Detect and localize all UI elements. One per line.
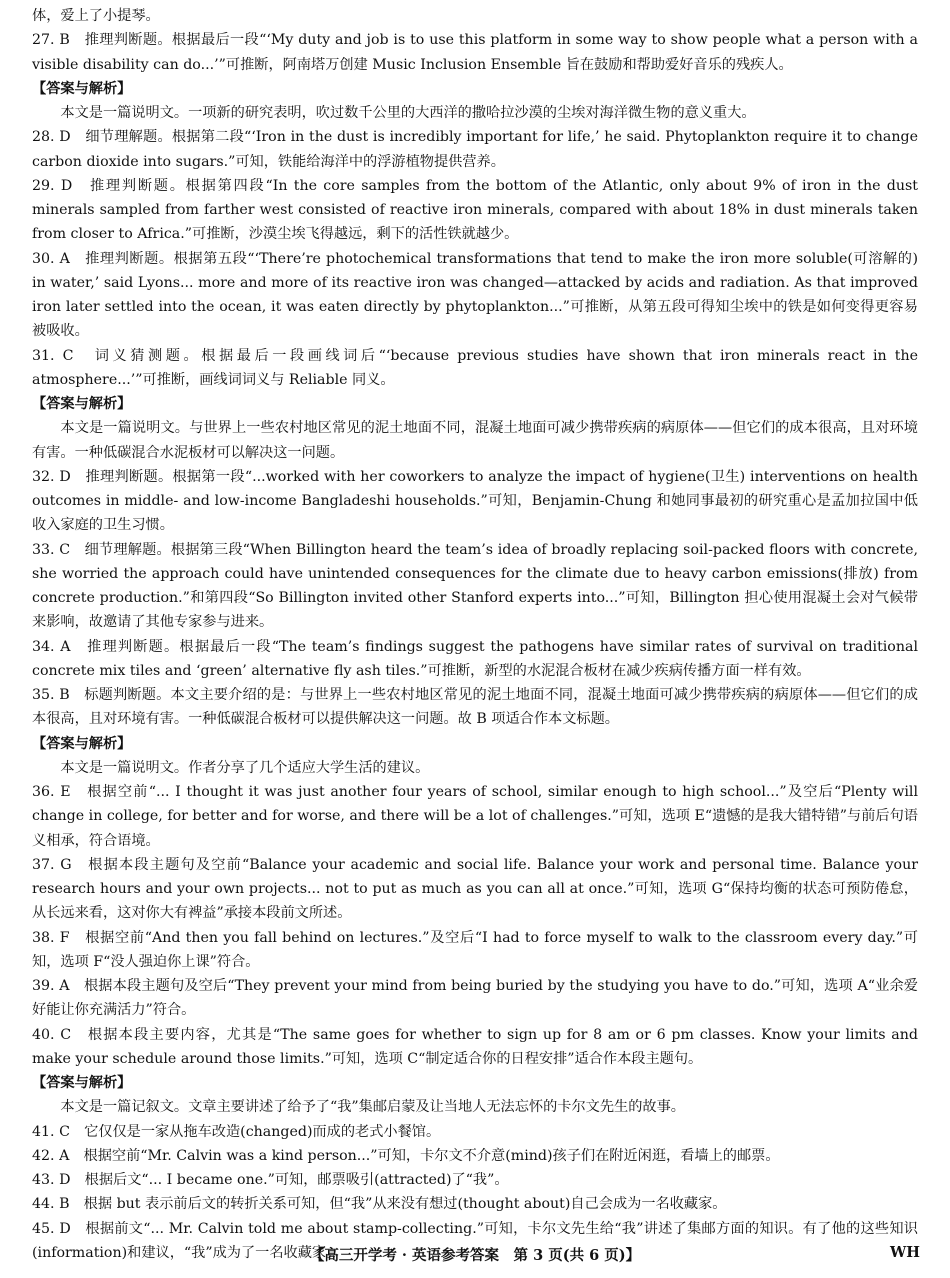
answer-31: 31. C 词义猜测题。根据最后一段画线词后“‘because previous studies have shown that iron minerals react in the atmosphere...’”可推断，画线词词义与 Reliable 同义。	[32, 347, 918, 388]
answer-37: 37. G 根据本段主题句及空前“Balance your academic and social life. Balance your work and personal time. Balance your research hours and your own projects... not to put as much as you can all at once.”可知，选项 G“保持均衡的状态可预防倦怠，从长远来看，这对你大有裨益”承接本段前文所述。	[32, 856, 918, 922]
section-header: 【答案与解析】	[32, 396, 132, 412]
section-header: 【答案与解析】	[32, 1075, 132, 1091]
page-footer	[0, 1244, 950, 1268]
section-intro: 本文是一篇记叙文。文章主要讲述了给予了“我”集邮启蒙及让当地人无法忘怀的卡尔文先生的故事。	[60, 1099, 685, 1116]
answer-45: 45. D 根据前文“... Mr. Calvin told me about stamp-collecting.”可知，卡尔文先生给“我”讲述了集邮方面的知识。有了他的这些知识(information)和建议，“我”成为了一名收藏家。	[32, 1220, 918, 1261]
answer-32: 32. D 推理判断题。根据第一段“...worked with her coworkers to analyze the impact of hygiene(卫生) interventions on health outcomes in middle- and low-income Bangladeshi households.”可知，Benjamin-Chung 和她同事最初的研究重心是孟加拉国中低收入家庭的卫生习惯。	[32, 468, 918, 534]
answer-39: 39. A 根据本段主题句及空后“They prevent your mind from being buried by the studying you have to do.”可知，选项 A“业余爱好能让你充满活力”符合。	[32, 978, 918, 1019]
section-intro: 本文是一篇说明文。与世界上一些农村地区常见的泥土地面不同，混凝土地面可减少携带疾病的病原体——但它们的成本很高，且对环境有害。一种低碳混合水泥板材可以解决这一问题。	[32, 420, 918, 461]
answer-44: 44. B 根据 but 表示前后文的转折关系可知，但“我”从来没有想过(thought about)自己会成为一名收藏家。	[32, 1196, 727, 1213]
section-intro: 本文是一篇说明文。一项新的研究表明，吹过数千公里的大西洋的撒哈拉沙漠的尘埃对海洋微生物的意义重大。	[60, 105, 756, 121]
footer-code: WH	[890, 1244, 920, 1261]
answer-42: 42. A 根据空前“Mr. Calvin was a kind person...”可知，卡尔文不介意(mind)孩子们在附近闲逛，看墙上的邮票。	[32, 1147, 780, 1164]
answer-40: 40. C 根据本段主要内容，尤其是“The same goes for whether to sign up for 8 am or 6 pm classes. Know your limits and make your schedule around those limits.”可知，选项 C“制定适合你的日程安排”适合作本段主题句。	[32, 1026, 918, 1067]
answer-35: 35. B 标题判断题。本文主要介绍的是：与世界上一些农村地区常见的泥土地面不同，混凝土地面可减少携带疾病的病原体——但它们的成本很高，且对环境有害。一种低碳混合板材可以提供解决这一问题。故 B 项适合作本文标题。	[32, 687, 918, 728]
answer-28: 28. D 细节理解题。根据第二段“‘Iron in the dust is incredibly important for life,’ he said. Phytoplankton require it to change carbon dioxide into sugars.”可知，铁能给海洋中的浮游植物提供营养。	[32, 129, 918, 170]
section-header: 【答案与解析】	[32, 735, 132, 752]
section-header: 【答案与解析】	[32, 80, 132, 97]
answer-27: 27. B 推理判断题。根据最后一段“‘My duty and job is to use this platform in some way to show people what a person with a visible disability can do...’”可推断，阿南塔万创建 Music Inclusion Ensemble 旨在鼓励和帮助爱好音乐的残疾人。	[32, 32, 918, 73]
answer-29: 29. D 推理判断题。根据第四段“In the core samples from the bottom of the Atlantic, only about 9% of iron in the dust minerals sampled from farther west consisted of reactive iron minerals, compared with about 18% in dust minerals taken from closer to Africa.”可推断，沙漠尘埃飞得越远，剩下的活性铁就越少。	[32, 177, 918, 243]
answer-43: 43. D 根据后文“... I became one.”可知，邮票吸引(attracted)了“我”。	[32, 1172, 509, 1188]
paragraph-continuation: 体，爱上了小提琴。	[32, 8, 160, 24]
answer-30: 30. A 推理判断题。根据第五段“‘There’re photochemical transformations that tend to make the iron more soluble(可溶解的) in water,’ said Lyons... more and more of its reactive iron was changed—attacked by acids and radiation. As that improved iron later settled into the ocean, it was eaten directly by phytoplankton...”可推断，从第五段可得知尘埃中的铁是如何变得更容易被吸收。	[32, 250, 918, 340]
page-content	[32, 4, 918, 1265]
answer-36: 36. E 根据空前“... I thought it was just another four years of school, similar enough to high school...”及空后“Plenty will change in college, for better and for worse, and there will be a lot of challenges.”可知，选项 E“遗憾的是我大错特错”与前后句语义相承，符合语境。	[32, 784, 918, 849]
answer-38: 38. F 根据空前“And then you fall behind on lectures.”及空后“I had to force myself to walk to the classroom every day.”可知，选项 F“没人强迫你上课”符合。	[32, 929, 918, 970]
footer-title: 【高三开学考 · 英语参考答案 第 3 页(共 6 页)】	[309, 1247, 641, 1264]
answer-41: 41. C 它仅仅是一家从拖车改造(changed)而成的老式小餐馆。	[32, 1123, 441, 1140]
section-intro: 本文是一篇说明文。作者分享了几个适应大学生活的建议。	[60, 759, 430, 776]
answer-33: 33. C 细节理解题。根据第三段“When Billington heard the team’s idea of broadly replacing soil-packed floors with concrete, she worried the approach could have unintended consequences for the climate due to heavy carbon emissions(排放) from concrete production.”和第四段“So Billington invited other Stanford experts into...”可知，Billington 担心使用混凝土会对气候带来影响，故邀请了其他专家参与进来。	[32, 541, 918, 631]
answer-34: 34. A 推理判断题。根据最后一段“The team’s findings suggest the pathogens have similar rates of survival on traditional concrete mix tiles and ‘green’ alternative fly ash tiles.”可推断，新型的水泥混合板材在减少疾病传播方面一样有效。	[32, 638, 918, 679]
